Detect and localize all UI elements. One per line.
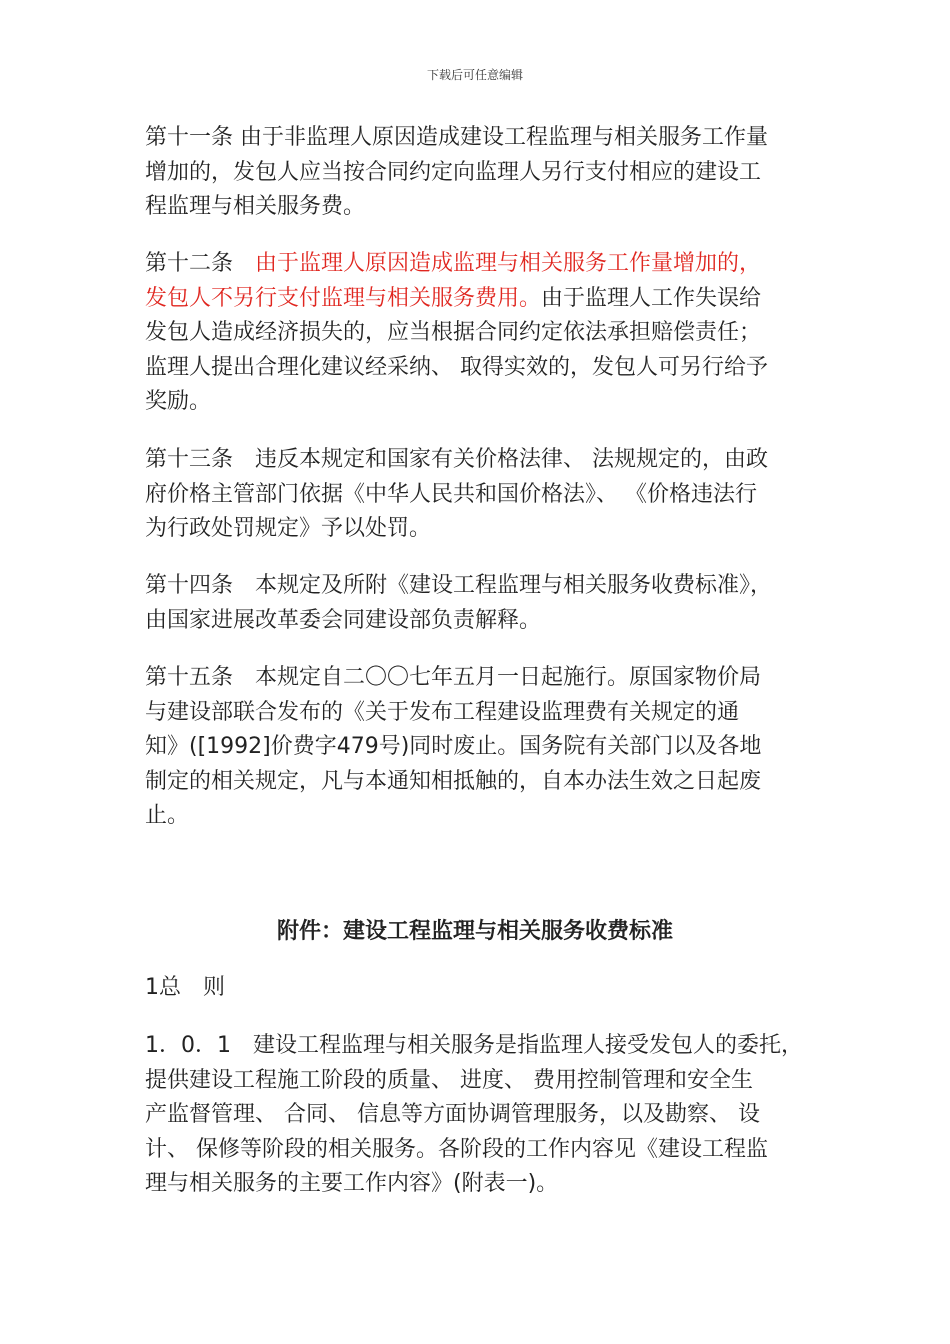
text-line: 产监督管理、 合同、 信息等方面协调管理服务，以及勘察、 设 [145, 1102, 760, 1127]
article-11 [145, 121, 768, 225]
text-line [145, 247, 768, 282]
text-line: 第十四条 本规定及所附《建设工程监理与相关服务收费标准》， [145, 573, 773, 598]
text-line: 发包人造成经济损失的，应当根据合同约定依法承担赔偿责任； [145, 320, 762, 345]
text-line: 为行政处罚规定》予以处罚。 [145, 516, 432, 541]
text-line: 第十三条 违反本规定和国家有关价格法律、 法规规定的，由政 [145, 447, 768, 472]
highlighted-text: 发包人不另行支付监理与相关服务费用。 [145, 285, 542, 311]
article-15 [145, 661, 761, 834]
text-line: 程监理与相关服务费。 [145, 194, 366, 219]
highlighted-text: 由于监理人原因造成监理与相关服务工作量增加的， [255, 251, 762, 276]
text-line: 提供建设工程施工阶段的质量、 进度、 费用控制管理和安全生 [145, 1067, 753, 1093]
text-line: 与建设部联合发布的《关于发布工程建设监理费有关规定的通 [145, 699, 740, 725]
text-segment: 由于监理人工作失误给 [541, 285, 762, 311]
text-line: 制定的相关规定，凡与本通知相抵触的，自本办法生效之日起废 [145, 768, 762, 794]
text-line: 监理人提出合理化建议经采纳、 取得实效的，发包人可另行给予 [145, 354, 768, 380]
text-line: 知》([1992]价费字479号)同时废止。国务院有关部门以及各地 [145, 734, 762, 759]
text-line: 第十一条 由于非监理人原因造成建设工程监理与相关服务工作量 [145, 125, 768, 150]
article-label: 第十二条 [145, 251, 256, 276]
text-line: 奖励。 [145, 389, 212, 414]
text-line: 理与相关服务的主要工作内容》(附表一)。 [145, 1171, 559, 1196]
text-line: 第十五条 本规定自二〇〇七年五月一日起施行。原国家物价局 [145, 665, 762, 690]
article-14 [145, 569, 772, 638]
article-12 [145, 247, 768, 420]
text-line: 由国家进展改革委会同建设部负责解释。 [145, 607, 542, 633]
page-header: 下载后可任意编辑 [426, 68, 523, 82]
text-line: 止。 [145, 803, 190, 828]
text-line: 1．0．1 建设工程监理与相关服务是指监理人接受发包人的委托， [145, 1033, 803, 1058]
clause-1-0-1 [145, 1029, 803, 1202]
article-13 [145, 443, 768, 547]
text-line: 府价格主管部门依据《中华人民共和国价格法》、 《价格违法行 [145, 481, 757, 507]
text-line: 增加的，发包人应当按合同约定向监理人另行支付相应的建设工 [145, 159, 762, 185]
section-heading: 1总 则 [145, 975, 225, 1000]
attachment-title: 附件：建设工程监理与相关服务收费标准 [276, 919, 673, 944]
text-line: 计、 保修等阶段的相关服务。各阶段的工作内容见《建设工程监 [145, 1136, 768, 1162]
text-line [145, 282, 768, 317]
